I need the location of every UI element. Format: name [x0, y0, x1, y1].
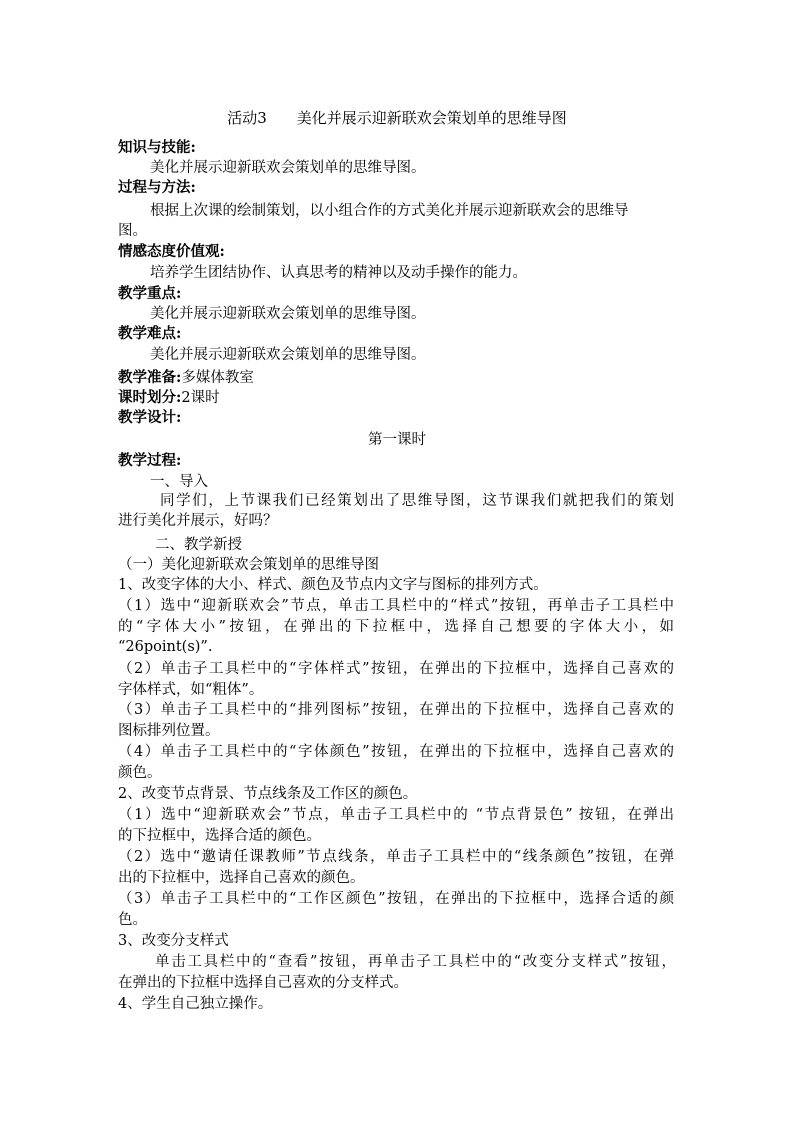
intro-text-1: 同学们，上节课我们已经策划出了思维导图，这节课我们就把我们的策划 — [160, 493, 674, 509]
prep-value: 多媒体教室 — [181, 370, 254, 386]
step-1-sub-1-line-2: 的“字体大小”按钮，在弹出的下拉框中，选择自己想要的字体大小，如 — [118, 619, 674, 635]
doc-title: 活动3 美化并展示迎新联欢会策划单的思维导图 — [227, 109, 567, 127]
step-1-sub-1-line-1: （1）选中“迎新联欢会”节点，单击工具栏中的“样式”按钮，再单击子工具栏中 — [118, 598, 674, 614]
step-1-sub-2-line-1: （2）单击子工具栏中的“字体样式”按钮，在弹出的下拉框中，选择自己喜欢的 — [118, 661, 674, 677]
heading-knowledge: 知识与技能: — [118, 139, 196, 156]
step-2-sub-2-line-1: （2）选中“邀请任课教师”节点线条，单击子工具栏中的“线条颜色”按钮，在弹 — [118, 849, 674, 865]
hours-value: 2课时 — [181, 390, 220, 406]
step-2-sub-3-line-1: （3）单击子工具栏中的“工作区颜色”按钮，在弹出的下拉框中，选择合适的颜 — [118, 891, 674, 907]
heading-emotion: 情感态度价值观: — [118, 243, 225, 260]
process-text-1: 根据上次课的绘制策划，以小组合作的方式美化并展示迎新联欢会的思维导 — [150, 203, 629, 219]
step-2-sub-3-line-2: 色。 — [118, 912, 147, 928]
step-1-sub-4-line-2: 颜色。 — [118, 765, 162, 781]
step-3-text-1: 单击工具栏中的“查看”按钮，再单击子工具栏中的“改变分支样式”按钮， — [155, 954, 676, 970]
step-2-sub-1-line-2: 的下拉框中，选择合适的颜色。 — [118, 828, 321, 844]
hours-label: 课时划分: — [118, 389, 182, 406]
step-1-sub-3-line-2: 图标排列位置。 — [118, 723, 220, 739]
prep-label: 教学准备: — [118, 369, 182, 386]
heading-teaching-process: 教学过程: — [118, 452, 182, 469]
new-lesson-heading: 二、教学新授 — [155, 537, 242, 553]
step-2-title: 2、改变节点背景、节点线条及工作区的颜色。 — [118, 786, 418, 802]
heading-design: 教学设计: — [118, 409, 182, 426]
part-one-heading: （一）美化迎新联欢会策划单的思维导图 — [118, 557, 379, 573]
lesson-one-heading: 第一课时 — [368, 432, 426, 448]
step-2-sub-2-line-2: 出的下拉框中，选择自己喜欢的颜色。 — [118, 870, 365, 886]
step-1-sub-1-line-3: “26point(s)”. — [118, 639, 213, 655]
step-1-sub-4-line-1: （4）单击子工具栏中的“字体颜色”按钮，在弹出的下拉框中，选择自己喜欢的 — [118, 744, 674, 760]
difficulty-text: 美化并展示迎新联欢会策划单的思维导图。 — [150, 347, 426, 363]
heading-difficulty: 教学难点: — [118, 325, 182, 342]
heading-key-point: 教学重点: — [118, 285, 182, 302]
step-4-title: 4、学生自己独立操作。 — [118, 996, 273, 1012]
step-1-sub-2-line-2: 字体样式，如“粗体”。 — [118, 682, 264, 698]
prep-line — [118, 368, 678, 388]
step-3-title: 3、改变分支样式 — [118, 933, 229, 949]
process-text-2: 图。 — [118, 223, 147, 239]
intro-heading: 一、导入 — [150, 474, 208, 490]
hours-line — [118, 388, 678, 408]
key-point-text: 美化并展示迎新联欢会策划单的思维导图。 — [150, 306, 426, 322]
emotion-text: 培养学生团结协作、认真思考的精神以及动手操作的能力。 — [150, 265, 527, 281]
intro-text-2: 进行美化并展示，好吗？ — [118, 513, 278, 529]
step-1-title: 1、改变字体的大小、样式、颜色及节点内文字与图标的排列方式。 — [118, 577, 548, 593]
step-2-sub-1-line-1: （1）选中“迎新联欢会”节点，单击子工具栏中的 “节点背景色” 按钮，在弹出 — [118, 807, 674, 823]
heading-process: 过程与方法: — [118, 179, 196, 196]
step-1-sub-3-line-1: （3）单击子工具栏中的“排列图标”按钮，在弹出的下拉框中，选择自己喜欢的 — [118, 702, 674, 718]
step-3-text-2: 在弹出的下拉框中选择自己喜欢的分支样式。 — [118, 975, 408, 991]
knowledge-text: 美化并展示迎新联欢会策划单的思维导图。 — [150, 160, 426, 176]
